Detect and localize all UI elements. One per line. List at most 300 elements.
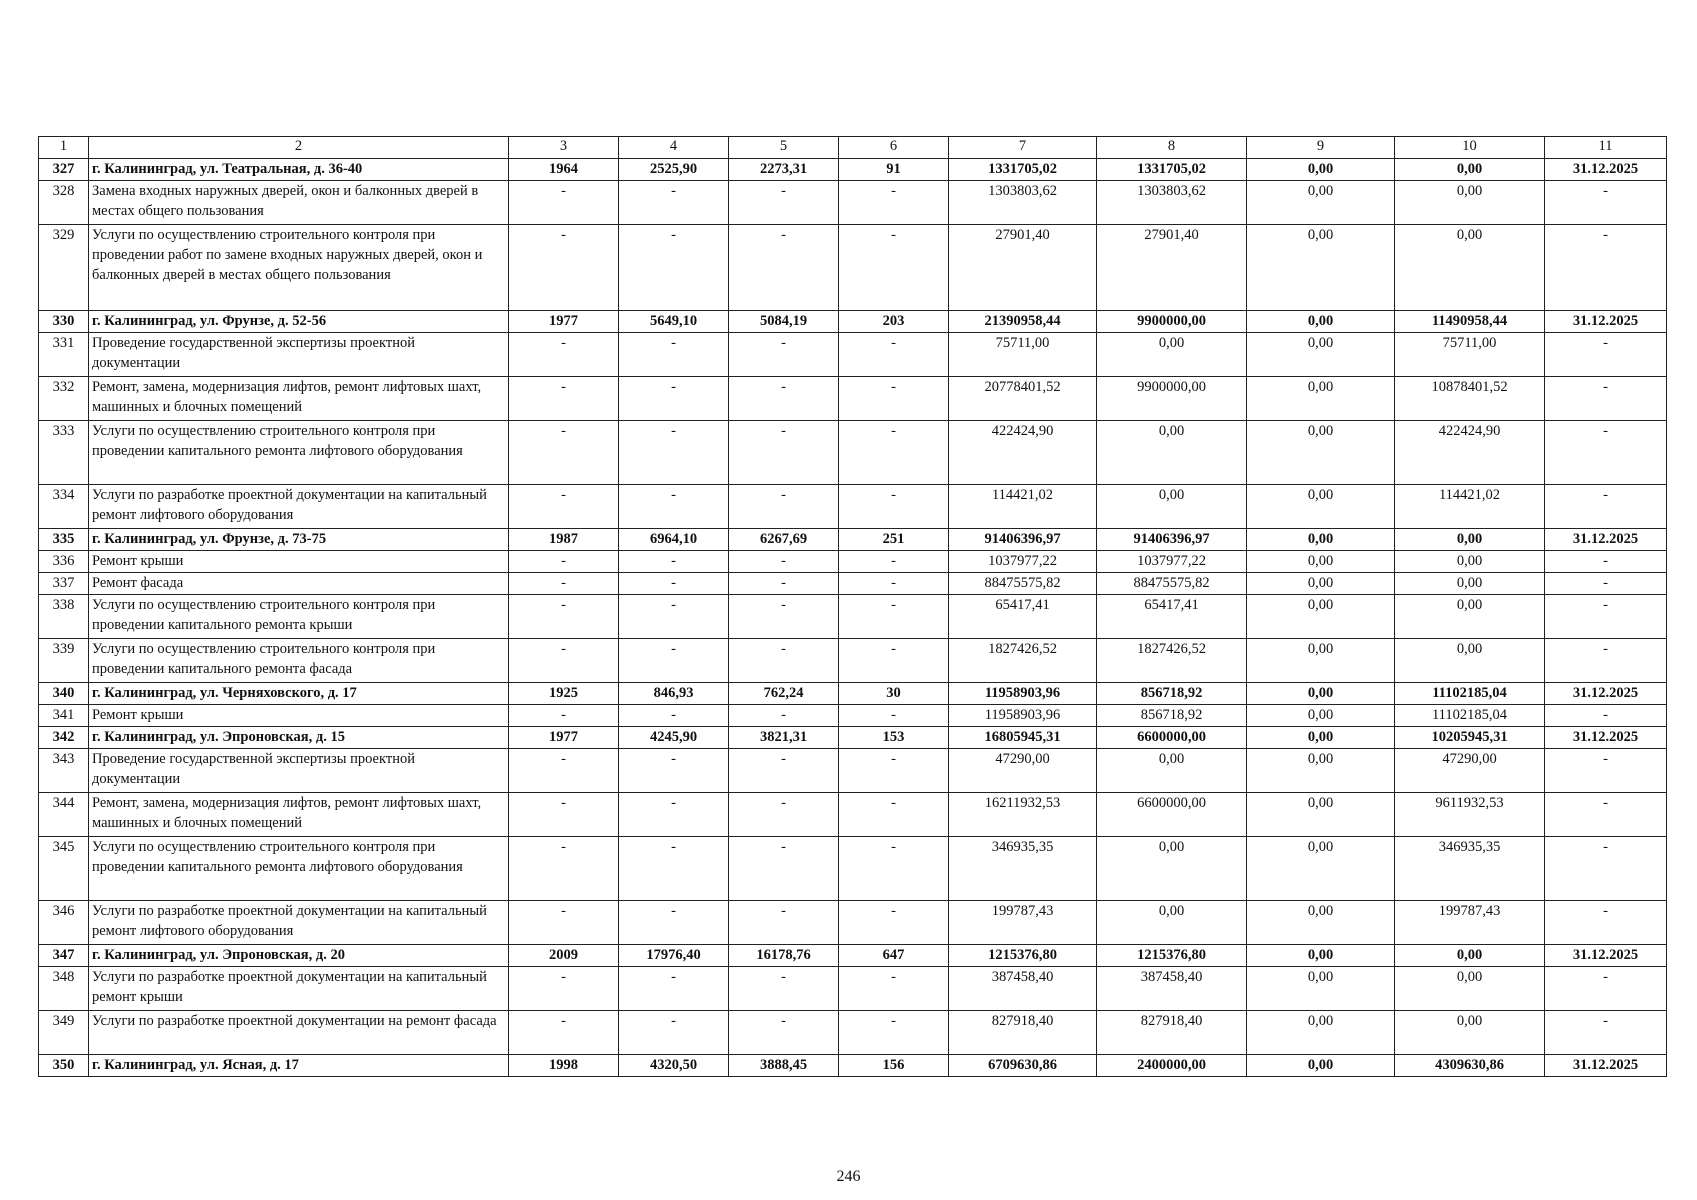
cell-year: 1998 — [509, 1055, 619, 1077]
cell-year: 2009 — [509, 945, 619, 967]
cell-cost-fund: 1331705,02 — [1097, 159, 1247, 181]
cell-deadline: 31.12.2025 — [1545, 1055, 1667, 1077]
works-table — [38, 136, 1667, 1077]
cell-year: - — [509, 573, 619, 595]
cell-year: - — [509, 485, 619, 529]
cell-description: г. Калининград, ул. Ясная, д. 17 — [89, 1055, 509, 1077]
cell-cost-owners: 10205945,31 — [1395, 727, 1545, 749]
cell-deadline: - — [1545, 705, 1667, 727]
cell-cost-fund: 1303803,62 — [1097, 181, 1247, 225]
cell-cost-other: 0,00 — [1247, 705, 1395, 727]
cell-cost-owners: 0,00 — [1395, 967, 1545, 1011]
cell-description: Замена входных наружных дверей, окон и балконных дверей в местах общего пользования — [89, 181, 509, 225]
cell-year: - — [509, 333, 619, 377]
cell-cost-fund: 27901,40 — [1097, 225, 1247, 311]
cell-description: г. Калининград, ул. Эпроновская, д. 20 — [89, 945, 509, 967]
cell-cost-fund: 0,00 — [1097, 333, 1247, 377]
cell-cost-owners: 0,00 — [1395, 529, 1545, 551]
cell-cost-owners: 0,00 — [1395, 945, 1545, 967]
cell-cost-owners: 0,00 — [1395, 573, 1545, 595]
cell-row-number: 328 — [39, 181, 89, 225]
cell-area-living: 6267,69 — [729, 529, 839, 551]
cell-residents: - — [839, 421, 949, 485]
cell-area-total: - — [619, 901, 729, 945]
cell-cost-total: 11958903,96 — [949, 683, 1097, 705]
cell-residents: - — [839, 595, 949, 639]
cell-area-living: - — [729, 749, 839, 793]
cell-cost-owners: 47290,00 — [1395, 749, 1545, 793]
cell-row-number: 338 — [39, 595, 89, 639]
cell-area-living: - — [729, 573, 839, 595]
cell-row-number: 344 — [39, 793, 89, 837]
cell-residents: - — [839, 333, 949, 377]
cell-deadline: 31.12.2025 — [1545, 529, 1667, 551]
work-row — [39, 485, 1667, 529]
cell-area-living: - — [729, 421, 839, 485]
cell-cost-fund: 6600000,00 — [1097, 793, 1247, 837]
address-row — [39, 683, 1667, 705]
cell-description: Услуги по осуществлению строительного контроля при проведении капитального ремонта крыши — [89, 595, 509, 639]
cell-area-total: - — [619, 551, 729, 573]
cell-deadline: - — [1545, 967, 1667, 1011]
cell-cost-fund: 0,00 — [1097, 421, 1247, 485]
cell-cost-fund: 1037977,22 — [1097, 551, 1247, 573]
cell-area-living: - — [729, 705, 839, 727]
cell-row-number: 336 — [39, 551, 89, 573]
cell-cost-total: 1827426,52 — [949, 639, 1097, 683]
cell-area-total: 5649,10 — [619, 311, 729, 333]
work-row — [39, 793, 1667, 837]
cell-residents: - — [839, 225, 949, 311]
cell-deadline: 31.12.2025 — [1545, 727, 1667, 749]
cell-year: 1987 — [509, 529, 619, 551]
cell-row-number: 339 — [39, 639, 89, 683]
cell-cost-other: 0,00 — [1247, 311, 1395, 333]
page-number: 246 — [836, 1168, 861, 1185]
cell-area-total: - — [619, 793, 729, 837]
cell-cost-fund: 9900000,00 — [1097, 311, 1247, 333]
cell-area-total: - — [619, 595, 729, 639]
column-header: 4 — [619, 137, 729, 159]
cell-year: - — [509, 421, 619, 485]
cell-cost-total: 346935,35 — [949, 837, 1097, 901]
work-row — [39, 181, 1667, 225]
cell-area-total: 846,93 — [619, 683, 729, 705]
cell-deadline: - — [1545, 901, 1667, 945]
cell-area-living: - — [729, 967, 839, 1011]
cell-cost-total: 1303803,62 — [949, 181, 1097, 225]
cell-cost-fund: 0,00 — [1097, 485, 1247, 529]
cell-year: 1977 — [509, 727, 619, 749]
cell-cost-other: 0,00 — [1247, 945, 1395, 967]
cell-description: Ремонт фасада — [89, 573, 509, 595]
cell-year: - — [509, 551, 619, 573]
cell-cost-owners: 0,00 — [1395, 639, 1545, 683]
cell-year: - — [509, 377, 619, 421]
cell-cost-total: 1215376,80 — [949, 945, 1097, 967]
cell-year: - — [509, 901, 619, 945]
address-row — [39, 1055, 1667, 1077]
cell-deadline: 31.12.2025 — [1545, 159, 1667, 181]
cell-description: Услуги по осуществлению строительного контроля при проведении работ по замене входных наружных дверей, окон и балконных дверей в местах общего пользования — [89, 225, 509, 311]
cell-row-number: 345 — [39, 837, 89, 901]
cell-residents: 153 — [839, 727, 949, 749]
work-row — [39, 639, 1667, 683]
cell-area-living: - — [729, 377, 839, 421]
cell-cost-other: 0,00 — [1247, 225, 1395, 311]
cell-cost-total: 422424,90 — [949, 421, 1097, 485]
column-header: 3 — [509, 137, 619, 159]
column-header: 2 — [89, 137, 509, 159]
cell-area-total: - — [619, 485, 729, 529]
cell-deadline: - — [1545, 377, 1667, 421]
cell-area-total: 6964,10 — [619, 529, 729, 551]
table-body — [39, 137, 1667, 1077]
cell-area-living: 2273,31 — [729, 159, 839, 181]
cell-cost-owners: 0,00 — [1395, 225, 1545, 311]
cell-area-total: - — [619, 421, 729, 485]
cell-cost-total: 6709630,86 — [949, 1055, 1097, 1077]
cell-description: Ремонт крыши — [89, 705, 509, 727]
cell-area-living: - — [729, 639, 839, 683]
cell-area-total: - — [619, 705, 729, 727]
cell-cost-owners: 0,00 — [1395, 1011, 1545, 1055]
cell-cost-total: 16211932,53 — [949, 793, 1097, 837]
cell-year: - — [509, 705, 619, 727]
cell-residents: - — [839, 749, 949, 793]
cell-area-living: - — [729, 901, 839, 945]
cell-area-living: - — [729, 485, 839, 529]
cell-cost-total: 16805945,31 — [949, 727, 1097, 749]
cell-row-number: 350 — [39, 1055, 89, 1077]
cell-row-number: 347 — [39, 945, 89, 967]
cell-area-total: 4245,90 — [619, 727, 729, 749]
cell-cost-other: 0,00 — [1247, 181, 1395, 225]
cell-deadline: 31.12.2025 — [1545, 683, 1667, 705]
cell-year: - — [509, 1011, 619, 1055]
cell-cost-other: 0,00 — [1247, 529, 1395, 551]
cell-deadline: - — [1545, 421, 1667, 485]
cell-residents: - — [839, 837, 949, 901]
cell-residents: 156 — [839, 1055, 949, 1077]
cell-description: г. Калининград, ул. Черняховского, д. 17 — [89, 683, 509, 705]
cell-cost-other: 0,00 — [1247, 1011, 1395, 1055]
cell-residents: - — [839, 967, 949, 1011]
work-row — [39, 421, 1667, 485]
cell-residents: - — [839, 639, 949, 683]
cell-deadline: - — [1545, 793, 1667, 837]
cell-area-living: - — [729, 225, 839, 311]
cell-description: Услуги по разработке проектной документации на капитальный ремонт крыши — [89, 967, 509, 1011]
cell-deadline: - — [1545, 595, 1667, 639]
cell-description: Услуги по разработке проектной документации на ремонт фасада — [89, 1011, 509, 1055]
column-header: 5 — [729, 137, 839, 159]
cell-cost-total: 75711,00 — [949, 333, 1097, 377]
cell-cost-other: 0,00 — [1247, 901, 1395, 945]
cell-description: Ремонт крыши — [89, 551, 509, 573]
address-row — [39, 311, 1667, 333]
cell-cost-total: 21390958,44 — [949, 311, 1097, 333]
cell-cost-owners: 10878401,52 — [1395, 377, 1545, 421]
cell-residents: 647 — [839, 945, 949, 967]
cell-description: Ремонт, замена, модернизация лифтов, ремонт лифтовых шахт, машинных и блочных помещений — [89, 377, 509, 421]
cell-area-living: 762,24 — [729, 683, 839, 705]
cell-area-living: - — [729, 837, 839, 901]
cell-cost-fund: 6600000,00 — [1097, 727, 1247, 749]
cell-area-living: 5084,19 — [729, 311, 839, 333]
cell-deadline: - — [1545, 749, 1667, 793]
cell-area-total: 4320,50 — [619, 1055, 729, 1077]
cell-residents: 30 — [839, 683, 949, 705]
cell-row-number: 341 — [39, 705, 89, 727]
cell-cost-total: 1331705,02 — [949, 159, 1097, 181]
cell-cost-total: 47290,00 — [949, 749, 1097, 793]
cell-cost-owners: 75711,00 — [1395, 333, 1545, 377]
cell-year: - — [509, 837, 619, 901]
cell-cost-total: 199787,43 — [949, 901, 1097, 945]
cell-cost-other: 0,00 — [1247, 837, 1395, 901]
cell-row-number: 342 — [39, 727, 89, 749]
cell-cost-owners: 346935,35 — [1395, 837, 1545, 901]
cell-cost-fund: 65417,41 — [1097, 595, 1247, 639]
address-row — [39, 159, 1667, 181]
column-header: 8 — [1097, 137, 1247, 159]
cell-row-number: 329 — [39, 225, 89, 311]
cell-cost-total: 65417,41 — [949, 595, 1097, 639]
cell-cost-owners: 0,00 — [1395, 181, 1545, 225]
cell-deadline: - — [1545, 639, 1667, 683]
cell-description: Услуги по разработке проектной документации на капитальный ремонт лифтового оборудования — [89, 485, 509, 529]
cell-cost-fund: 1827426,52 — [1097, 639, 1247, 683]
cell-cost-other: 0,00 — [1247, 159, 1395, 181]
cell-cost-other: 0,00 — [1247, 967, 1395, 1011]
cell-residents: - — [839, 793, 949, 837]
cell-year: - — [509, 595, 619, 639]
cell-cost-total: 827918,40 — [949, 1011, 1097, 1055]
cell-cost-other: 0,00 — [1247, 793, 1395, 837]
cell-cost-fund: 0,00 — [1097, 749, 1247, 793]
cell-cost-fund: 9900000,00 — [1097, 377, 1247, 421]
cell-cost-other: 0,00 — [1247, 727, 1395, 749]
cell-area-total: - — [619, 181, 729, 225]
cell-cost-owners: 422424,90 — [1395, 421, 1545, 485]
column-header: 9 — [1247, 137, 1395, 159]
cell-cost-fund: 1215376,80 — [1097, 945, 1247, 967]
work-row — [39, 967, 1667, 1011]
cell-cost-other: 0,00 — [1247, 573, 1395, 595]
cell-cost-owners: 0,00 — [1395, 159, 1545, 181]
cell-area-total: - — [619, 333, 729, 377]
column-header: 10 — [1395, 137, 1545, 159]
cell-cost-total: 11958903,96 — [949, 705, 1097, 727]
work-row — [39, 225, 1667, 311]
cell-row-number: 343 — [39, 749, 89, 793]
cell-residents: - — [839, 573, 949, 595]
cell-cost-total: 27901,40 — [949, 225, 1097, 311]
address-row — [39, 727, 1667, 749]
cell-area-living: - — [729, 1011, 839, 1055]
cell-cost-other: 0,00 — [1247, 749, 1395, 793]
cell-row-number: 327 — [39, 159, 89, 181]
cell-row-number: 349 — [39, 1011, 89, 1055]
cell-area-living: 3821,31 — [729, 727, 839, 749]
cell-area-total: - — [619, 967, 729, 1011]
cell-year: - — [509, 793, 619, 837]
cell-residents: - — [839, 485, 949, 529]
cell-description: Ремонт, замена, модернизация лифтов, ремонт лифтовых шахт, машинных и блочных помещений — [89, 793, 509, 837]
cell-area-total: 2525,90 — [619, 159, 729, 181]
cell-row-number: 340 — [39, 683, 89, 705]
cell-description: г. Калининград, ул. Фрунзе, д. 73-75 — [89, 529, 509, 551]
cell-cost-other: 0,00 — [1247, 639, 1395, 683]
cell-residents: - — [839, 551, 949, 573]
cell-year: 1964 — [509, 159, 619, 181]
work-row — [39, 551, 1667, 573]
cell-row-number: 335 — [39, 529, 89, 551]
cell-cost-total: 91406396,97 — [949, 529, 1097, 551]
cell-row-number: 334 — [39, 485, 89, 529]
cell-residents: 203 — [839, 311, 949, 333]
cell-area-living: - — [729, 793, 839, 837]
cell-row-number: 333 — [39, 421, 89, 485]
cell-area-total: - — [619, 837, 729, 901]
cell-cost-owners: 0,00 — [1395, 551, 1545, 573]
cell-row-number: 346 — [39, 901, 89, 945]
cell-deadline: - — [1545, 1011, 1667, 1055]
cell-year: - — [509, 967, 619, 1011]
cell-year: - — [509, 639, 619, 683]
cell-cost-other: 0,00 — [1247, 595, 1395, 639]
cell-cost-fund: 88475575,82 — [1097, 573, 1247, 595]
cell-year: - — [509, 181, 619, 225]
cell-area-living: - — [729, 595, 839, 639]
cell-residents: - — [839, 181, 949, 225]
cell-row-number: 331 — [39, 333, 89, 377]
cell-description: Услуги по осуществлению строительного контроля при проведении капитального ремонта лифтового оборудования — [89, 837, 509, 901]
work-row — [39, 901, 1667, 945]
cell-deadline: - — [1545, 485, 1667, 529]
cell-residents: - — [839, 705, 949, 727]
cell-cost-other: 0,00 — [1247, 1055, 1395, 1077]
work-row — [39, 837, 1667, 901]
cell-cost-fund: 856718,92 — [1097, 705, 1247, 727]
cell-description: г. Калининград, ул. Фрунзе, д. 52-56 — [89, 311, 509, 333]
cell-residents: - — [839, 901, 949, 945]
cell-cost-other: 0,00 — [1247, 485, 1395, 529]
column-header: 11 — [1545, 137, 1667, 159]
cell-cost-total: 114421,02 — [949, 485, 1097, 529]
work-row — [39, 333, 1667, 377]
cell-residents: - — [839, 1011, 949, 1055]
cell-year: 1925 — [509, 683, 619, 705]
cell-cost-fund: 856718,92 — [1097, 683, 1247, 705]
cell-description: Проведение государственной экспертизы проектной документации — [89, 333, 509, 377]
cell-residents: 91 — [839, 159, 949, 181]
cell-cost-owners: 0,00 — [1395, 595, 1545, 639]
cell-area-living: - — [729, 551, 839, 573]
work-row — [39, 377, 1667, 421]
cell-area-total: 17976,40 — [619, 945, 729, 967]
cell-cost-fund: 0,00 — [1097, 901, 1247, 945]
cell-cost-fund: 387458,40 — [1097, 967, 1247, 1011]
cell-cost-total: 387458,40 — [949, 967, 1097, 1011]
work-row — [39, 573, 1667, 595]
cell-deadline: 31.12.2025 — [1545, 311, 1667, 333]
cell-cost-owners: 4309630,86 — [1395, 1055, 1545, 1077]
cell-year: - — [509, 225, 619, 311]
cell-area-total: - — [619, 1011, 729, 1055]
address-row — [39, 945, 1667, 967]
address-row — [39, 529, 1667, 551]
cell-cost-other: 0,00 — [1247, 421, 1395, 485]
cell-area-total: - — [619, 573, 729, 595]
cell-area-total: - — [619, 749, 729, 793]
cell-row-number: 348 — [39, 967, 89, 1011]
cell-residents: 251 — [839, 529, 949, 551]
work-row — [39, 1011, 1667, 1055]
cell-cost-other: 0,00 — [1247, 377, 1395, 421]
cell-year: - — [509, 749, 619, 793]
cell-area-total: - — [619, 639, 729, 683]
cell-description: Услуги по осуществлению строительного контроля при проведении капитального ремонта фасада — [89, 639, 509, 683]
cell-row-number: 337 — [39, 573, 89, 595]
cell-cost-other: 0,00 — [1247, 333, 1395, 377]
cell-deadline: - — [1545, 837, 1667, 901]
cell-cost-owners: 114421,02 — [1395, 485, 1545, 529]
cell-cost-total: 88475575,82 — [949, 573, 1097, 595]
cell-cost-other: 0,00 — [1247, 683, 1395, 705]
cell-description: г. Калининград, ул. Эпроновская, д. 15 — [89, 727, 509, 749]
cell-deadline: 31.12.2025 — [1545, 945, 1667, 967]
cell-cost-total: 20778401,52 — [949, 377, 1097, 421]
cell-description: Услуги по осуществлению строительного контроля при проведении капитального ремонта лифтового оборудования — [89, 421, 509, 485]
cell-cost-fund: 827918,40 — [1097, 1011, 1247, 1055]
cell-area-living: - — [729, 333, 839, 377]
cell-row-number: 332 — [39, 377, 89, 421]
cell-area-total: - — [619, 377, 729, 421]
cell-cost-owners: 11102185,04 — [1395, 705, 1545, 727]
cell-area-total: - — [619, 225, 729, 311]
cell-cost-total: 1037977,22 — [949, 551, 1097, 573]
cell-deadline: - — [1545, 573, 1667, 595]
work-row — [39, 595, 1667, 639]
cell-residents: - — [839, 377, 949, 421]
cell-cost-fund: 91406396,97 — [1097, 529, 1247, 551]
cell-cost-owners: 11102185,04 — [1395, 683, 1545, 705]
column-header: 1 — [39, 137, 89, 159]
cell-year: 1977 — [509, 311, 619, 333]
cell-area-living: - — [729, 181, 839, 225]
cell-area-living: 3888,45 — [729, 1055, 839, 1077]
cell-cost-owners: 199787,43 — [1395, 901, 1545, 945]
table-header-row — [39, 137, 1667, 159]
cell-description: г. Калининград, ул. Театральная, д. 36-40 — [89, 159, 509, 181]
cell-deadline: - — [1545, 181, 1667, 225]
cell-description: Услуги по разработке проектной документации на капитальный ремонт лифтового оборудования — [89, 901, 509, 945]
cell-cost-owners: 9611932,53 — [1395, 793, 1545, 837]
cell-row-number: 330 — [39, 311, 89, 333]
column-header: 7 — [949, 137, 1097, 159]
column-header: 6 — [839, 137, 949, 159]
cell-cost-fund: 2400000,00 — [1097, 1055, 1247, 1077]
cell-cost-fund: 0,00 — [1097, 837, 1247, 901]
cell-area-living: 16178,76 — [729, 945, 839, 967]
work-row — [39, 749, 1667, 793]
cell-description: Проведение государственной экспертизы проектной документации — [89, 749, 509, 793]
work-row — [39, 705, 1667, 727]
cell-deadline: - — [1545, 551, 1667, 573]
cell-cost-other: 0,00 — [1247, 551, 1395, 573]
